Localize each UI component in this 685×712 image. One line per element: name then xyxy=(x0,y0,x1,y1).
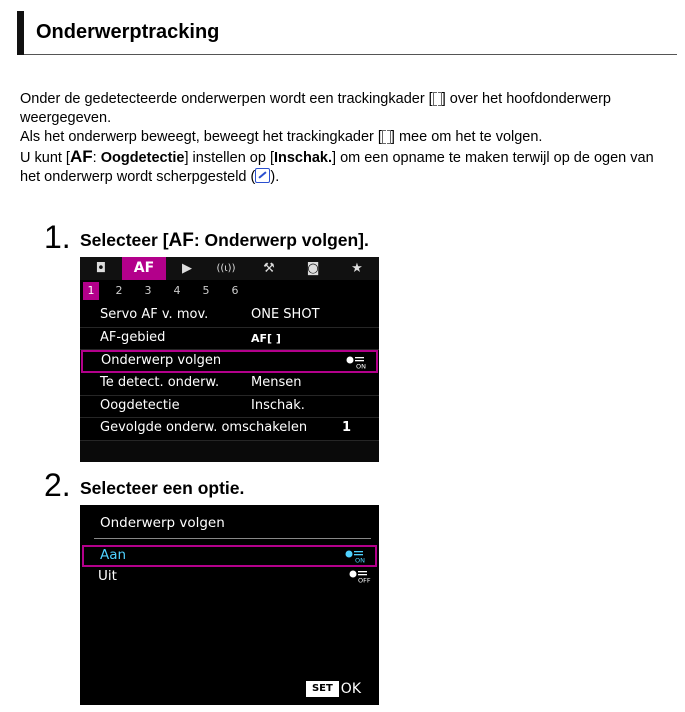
menu-list xyxy=(80,305,379,462)
svg-text:ON: ON xyxy=(356,362,366,369)
step-number: 1. xyxy=(44,219,71,255)
ok-label: OK xyxy=(340,680,361,697)
page-title: Onderwerptracking xyxy=(36,21,220,43)
page-reference-icon[interactable] xyxy=(255,168,270,183)
menu-item-eye-detection[interactable]: Oogdetectie Inschak. xyxy=(80,396,379,419)
tracking-on-icon xyxy=(346,355,368,369)
step-number: 2. xyxy=(44,467,71,503)
tracking-off-icon xyxy=(349,569,371,583)
subtab-4[interactable]: 4 xyxy=(173,284,181,297)
set-ok-button[interactable] xyxy=(306,678,361,696)
subtab-1[interactable]: 1 xyxy=(83,282,99,300)
wrench-icon[interactable]: ⚒ xyxy=(263,261,275,276)
option-off[interactable]: Uit OFF xyxy=(98,568,371,584)
star-icon[interactable]: ★ xyxy=(351,261,363,276)
screen-title: Onderwerp volgen xyxy=(100,515,225,531)
subtab-2[interactable]: 2 xyxy=(115,284,123,297)
intro-paragraph-3: U kunt [AF: Oogdetectie] instellen op [Inschak.] om een opname te maken terwijl op de ogen van het onderwerp wordt scherpgesteld ( ). xyxy=(20,147,654,185)
custom-icon[interactable]: ◙ xyxy=(306,261,320,276)
subtab-5[interactable]: 5 xyxy=(202,284,210,297)
menu-empty-row xyxy=(80,441,379,462)
header-rule xyxy=(24,54,677,55)
title-divider xyxy=(94,538,371,539)
intro-text xyxy=(20,90,670,187)
set-button-label: SET xyxy=(306,681,339,697)
menu-tab-bar xyxy=(80,257,379,280)
subtab-6[interactable]: 6 xyxy=(231,284,239,297)
play-icon[interactable]: ▶ xyxy=(182,261,192,276)
menu-item-af-area[interactable]: AF-gebied AF[ ] xyxy=(80,328,379,351)
tracking-frame-icon xyxy=(433,92,442,104)
camera-icon[interactable]: ◘ xyxy=(95,261,107,276)
menu-subtab-bar xyxy=(80,280,379,302)
wireless-icon[interactable]: ((ι)) xyxy=(216,263,236,274)
tracking-frame-icon xyxy=(382,130,391,142)
option-on[interactable]: Aan ON xyxy=(82,545,377,567)
step-instruction: Selecteer [AF: Onderwerp volgen]. xyxy=(80,230,369,251)
intro-paragraph-1: Onder de gedetecteerde onderwerpen wordt een trackingkader [ ] over het hoofdonderwerp weergegeven. xyxy=(20,91,611,126)
section-header xyxy=(17,11,677,55)
menu-item-subject-detect[interactable]: Te detect. onderw. Mensen xyxy=(80,373,379,396)
subtab-3[interactable]: 3 xyxy=(144,284,152,297)
menu-item-subject-tracking[interactable]: Onderwerp volgen ON xyxy=(81,350,378,373)
svg-text:OFF: OFF xyxy=(358,576,371,583)
option-select-screen xyxy=(80,505,379,705)
tab-af[interactable]: AF xyxy=(122,257,166,280)
menu-item-servo-af[interactable]: Servo AF v. mov. ONE SHOT xyxy=(80,305,379,328)
svg-text:ON: ON xyxy=(355,556,365,563)
tracking-on-icon xyxy=(345,549,367,563)
header-accent-bar xyxy=(17,11,24,55)
intro-paragraph-2: Als het onderwerp beweegt, beweegt het trackingkader [ ] mee om het te volgen. xyxy=(20,129,543,145)
menu-item-switch-tracked-subject[interactable]: Gevolgde onderw. omschakelen 1 xyxy=(80,418,379,441)
camera-menu-screen xyxy=(80,257,379,458)
step-instruction: Selecteer een optie. xyxy=(80,478,245,498)
